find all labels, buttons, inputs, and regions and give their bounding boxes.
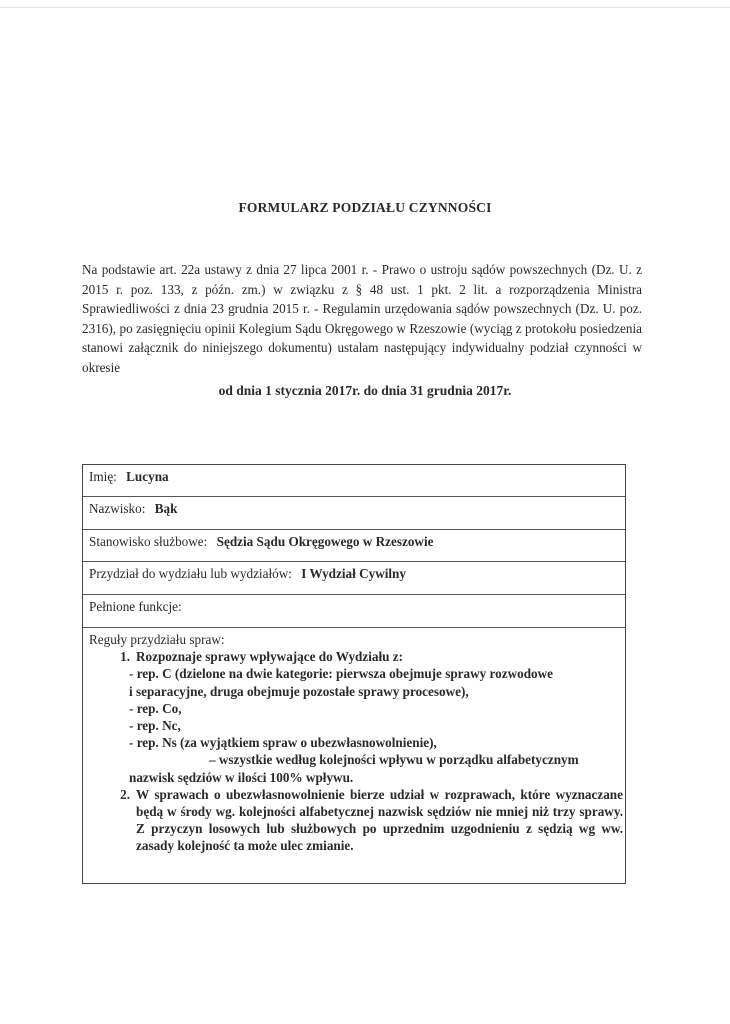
first-name-label: Imię: [89,469,117,484]
first-name-value: Lucyna [126,469,169,484]
rule-number: 1. [120,649,130,665]
functions-row [83,595,625,628]
position-label: Stanowisko służbowe: [89,534,208,549]
rule-item [89,786,623,855]
rule-line: - rep. C (dzielone na dwie kategorie: pierwsza obejmuje sprawy rozwodowe [129,666,554,682]
position-row [83,530,625,562]
functions-label: Pełnione funkcje: [89,599,182,614]
division-label: Przydział do wydziału lub wydziałów: [89,566,292,581]
rule-line: - rep. Co, [129,700,182,716]
last-name-row [83,497,625,530]
rule-item [89,648,623,665]
rule-line: nazwisk sędziów w ilości 100% wpływu. [129,769,354,785]
assignment-form [82,464,626,884]
rule-line: – wszystkie według kolejności wpływu w porządku alfabetycznym [209,752,579,768]
rule-line: - rep. Ns (za wyjątkiem spraw o ubezwłasnowolnienie), [129,735,437,751]
rule-heading: Rozpoznaje sprawy wpływające do Wydziału z: [136,649,404,665]
rules-section [89,631,623,855]
last-name-value: Bąk [154,501,178,516]
last-name-label: Nazwisko: [89,501,146,516]
rules-label: Reguły przydziału spraw: [89,632,225,647]
rule-number: 2. [120,786,130,802]
rule-line: i separacyjne, druga obejmuje pozostałe sprawy procesowe), [129,683,469,699]
document-title: FORMULARZ PODZIAŁU CZYNNOŚCI [238,200,492,215]
position-value: Sędzia Sądu Okręgowego w Rzeszowie [216,534,434,549]
intro-paragraph: Na podstawie art. 22a ustawy z dnia 27 lipca 2001 r. - Prawo o ustroju sądów powszechnych (Dz. U. z 2015 r. poz. 133, z późn. zm.) w związku z § 48 ust. 1 pkt. 2 lit. a rozporządzenia Ministra Sprawiedliwości z dnia 23 grudnia 2015 r. - Regulamin urzędowania sądów powszechnych (Dz. U. poz. 2316), po zasięgnięciu opinii Kolegium Sądu Okręgowego w Rzeszowie (wyciąg z protokołu posiedzenia stanowi załącznik do niniejszego dokumentu) ustalam następujący indywidualny podział czynności w okresie [82,262,642,375]
division-value: I Wydział Cywilny [301,566,406,581]
rule-line: - rep. Nc, [129,718,181,734]
first-name-row [83,465,625,497]
rule-text: W sprawach o ubezwłasnowolnienie bierze udział w rozprawach, które wyznaczane będą w środy wg. kolejności alfabetycznej nazwisk sędziów nie mniej niż trzy sprawy. Z przyczyn losowych lub służbowych po uprzednim uzgodnieniu z sędzią wg ww. zasady kolejność ta może ulec zmianie. [136,786,623,854]
scan-edge-line [0,7,730,8]
division-row [83,562,625,595]
period-line: od dnia 1 stycznia 2017r. do dnia 31 grudnia 2017r. [218,383,512,398]
